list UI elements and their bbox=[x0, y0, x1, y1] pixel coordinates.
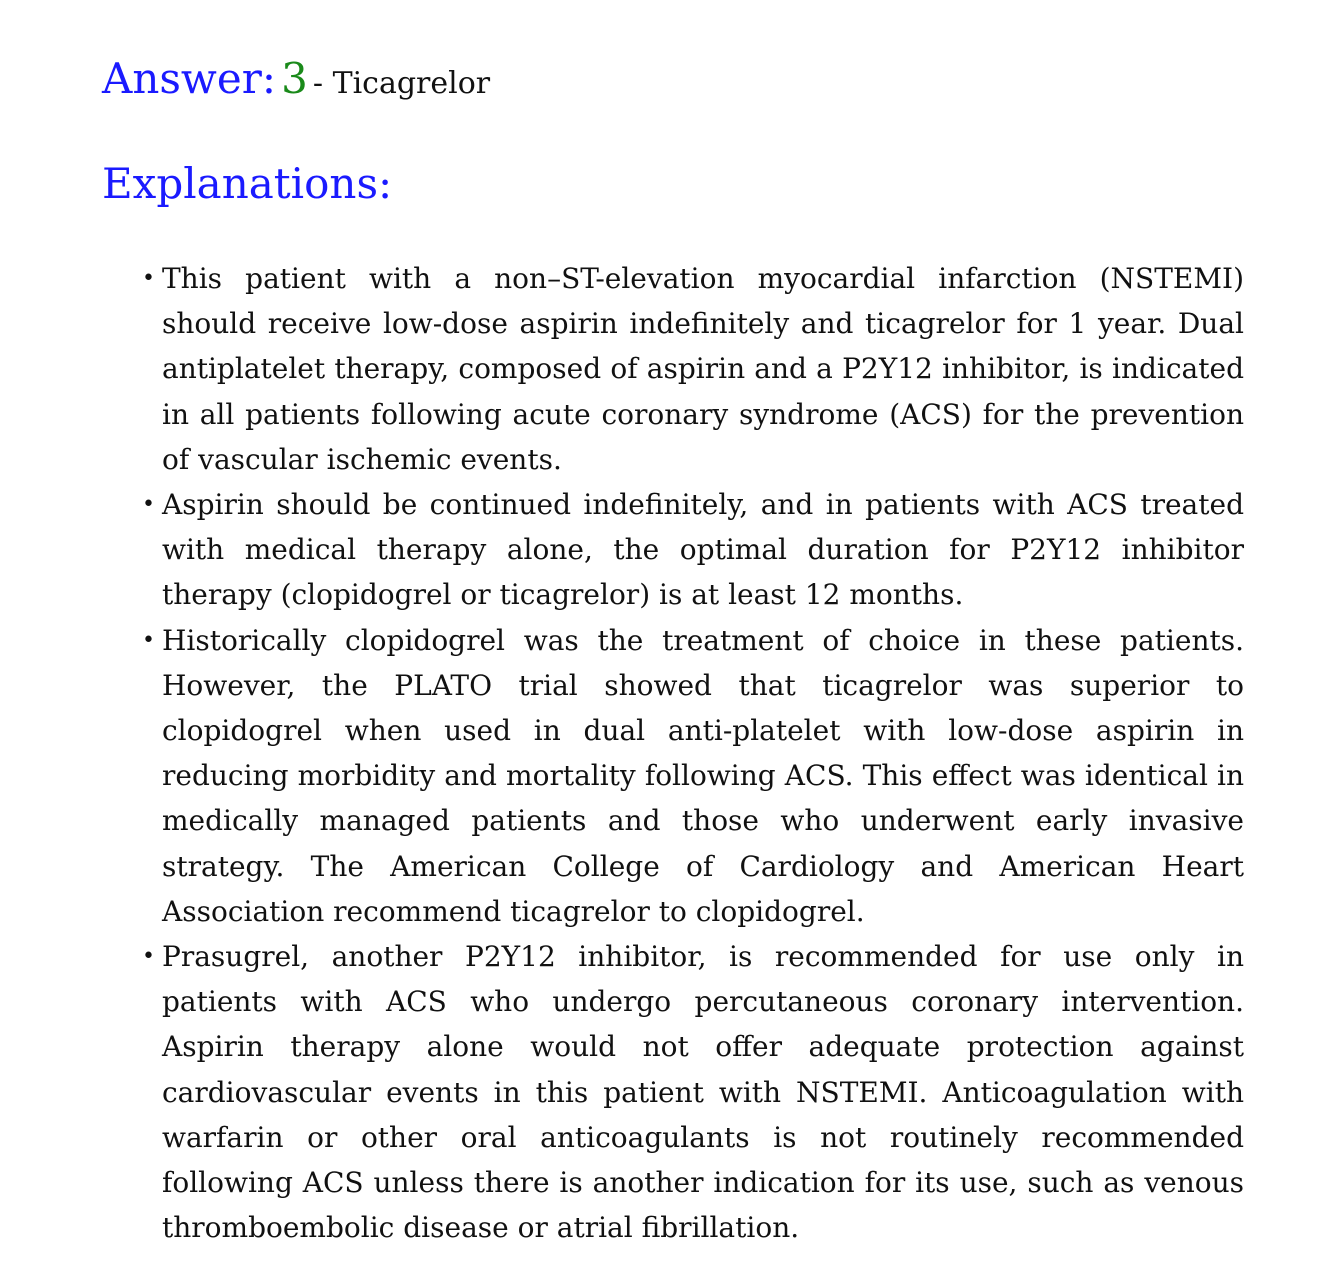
explanation-text: Aspirin should be continued indefinitely, and in patients with ACS treated with medical therapy alone, the optimal duration for P2Y12 inhibitor therapy (clopidogrel or ticagrelor) is at least 12 months. bbox=[162, 488, 1244, 612]
explanation-text: Prasugrel, another P2Y12 inhibitor, is recommended for use only in patients with ACS who undergo percutaneous coronary intervention. Aspirin therapy alone would not offer adequate protection against cardiovascular events in this patient with NSTEMI. Anticoagulation with warfarin or other oral anticoagulants is not routinely recommended following ACS unless there is another indication for its use, such as venous thromboembolic disease or atrial fibrillation. bbox=[162, 940, 1244, 1245]
bullet-icon: • bbox=[142, 266, 155, 291]
bullet-icon: • bbox=[142, 627, 155, 653]
bullet-icon: • bbox=[142, 492, 155, 518]
list-item bbox=[140, 256, 1244, 482]
list-item bbox=[140, 482, 1244, 618]
answer-number: 3 bbox=[281, 54, 308, 103]
answer-label: Answer: bbox=[102, 54, 276, 103]
explanations-list bbox=[140, 256, 1244, 1250]
answer-line bbox=[102, 54, 490, 103]
list-item bbox=[140, 934, 1244, 1250]
bullet-icon: • bbox=[142, 944, 155, 970]
explanations-heading: Explanations: bbox=[102, 159, 393, 208]
explanation-text: This patient with a non–ST-elevation myocardial infarction (NSTEMI) should receive low-dose aspirin indefinitely and ticagrelor for 1 year. Dual antiplatelet therapy, composed of aspirin and a P2Y12 inhibitor, is indicated in all patients following acute coronary syndrome (ACS) for the prevention of vascular ischemic events. bbox=[162, 262, 1244, 476]
explanation-text: Historically clopidogrel was the treatment of choice in these patients. However, the PLATO trial showed that ticagrelor was superior to clopidogrel when used in dual anti-platelet with low-dose aspirin in reducing morbidity and mortality following ACS. This effect was identical in medically managed patients and those who underwent early invasive strategy. The American College of Cardiology and American Heart Association recommend ticagrelor to clopidogrel. bbox=[162, 623, 1244, 928]
answer-text: - Ticagrelor bbox=[312, 66, 491, 101]
list-item bbox=[140, 618, 1244, 934]
